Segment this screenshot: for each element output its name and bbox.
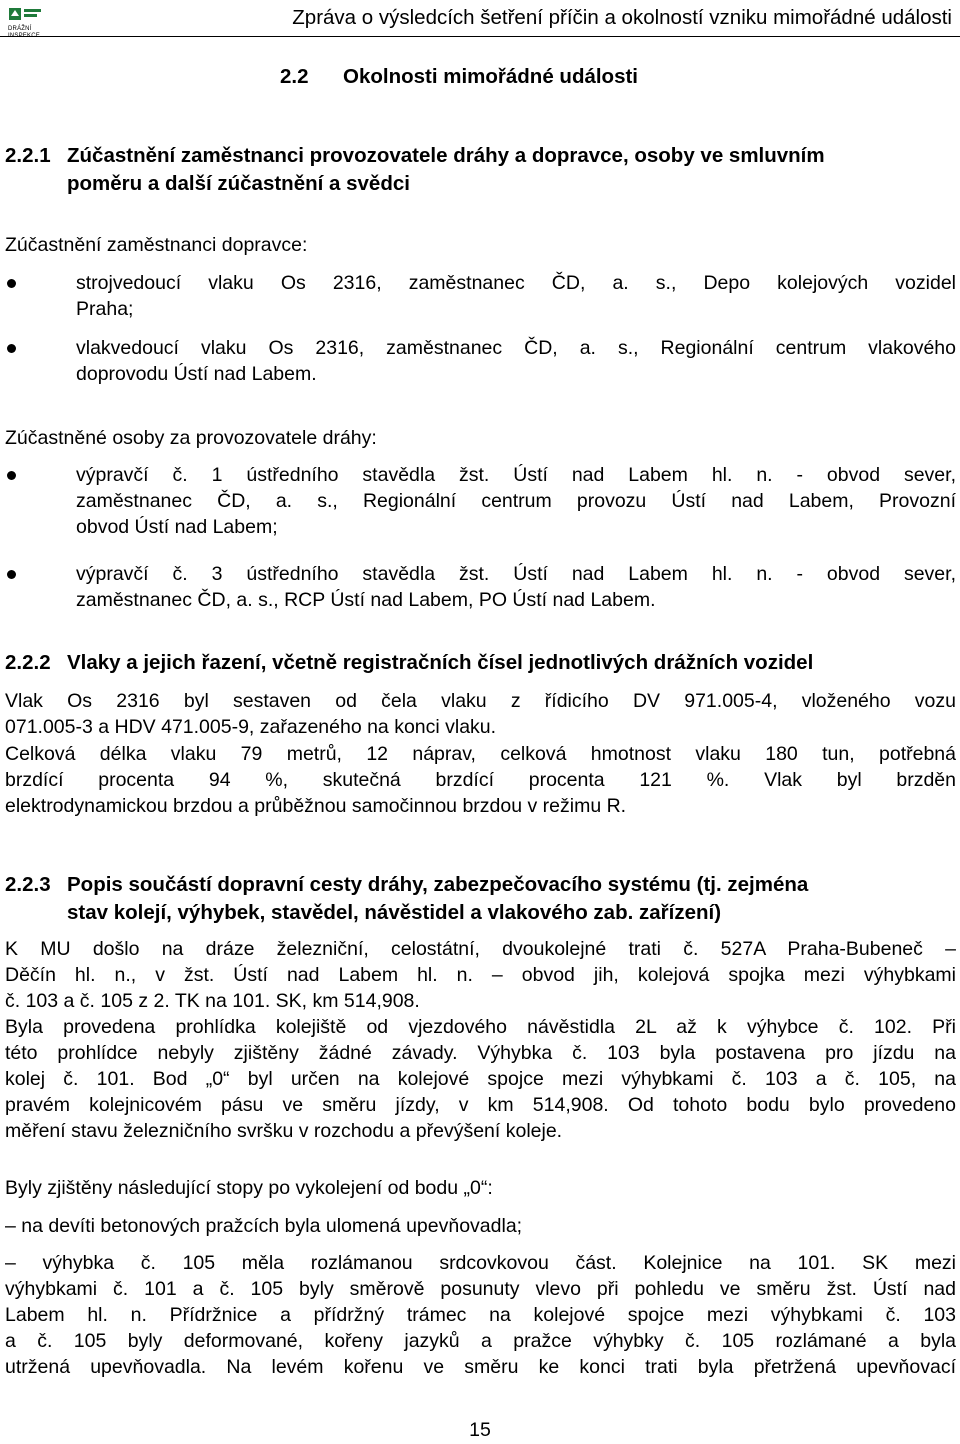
list-item-text <box>76 561 956 613</box>
list-line: zaměstnanec ČD, a. s., Regionální centrum provozu Ústí nad Labem, Provozní <box>76 490 956 512</box>
operator-staff-label: Zúčastněné osoby za provozovatele dráhy: <box>5 427 377 449</box>
section-title: Okolnosti mimořádné události <box>343 65 639 88</box>
carrier-staff-label: Zúčastnění zaměstnanci dopravce: <box>5 234 308 256</box>
text-line: výhybkami č. 101 a č. 105 byly směrově posunuty vlevo při pohledu ve směru žst. Ústí nad <box>5 1278 956 1300</box>
text-line: kolej č. 101. Bod „0“ byl určen na kolejové spojce mezi výhybkami č. 103 a č. 105, na <box>5 1068 956 1090</box>
subsection-number: 2.2.1 <box>5 144 51 167</box>
text-line: brzdící procenta 94 %, skutečná brzdící procenta 121 %. Vlak byl brzděn <box>5 769 956 791</box>
header-divider <box>0 36 960 37</box>
text-line: Labem hl. n. Přídržnice a přídržný trámec na kolejové spojce mezi výhybkami č. 103 <box>5 1304 956 1326</box>
subsection-number: 2.2.3 <box>5 873 51 896</box>
subsection-title-line2: poměru a další zúčastnění a svědci <box>67 172 410 195</box>
list-line: obvod Ústí nad Labem; <box>76 516 278 538</box>
list-item-text <box>76 462 956 540</box>
text-line: K MU došlo na dráze železniční, celostátní, dvoukolejné trati č. 527A Praha-Bubeneč – <box>5 938 956 960</box>
list-line: výpravčí č. 1 ústředního stavědla žst. Ústí nad Labem hl. n. - obvod sever, <box>76 464 956 486</box>
page-header <box>0 0 960 44</box>
bullet-icon <box>7 471 16 480</box>
subsection-number: 2.2.2 <box>5 651 51 674</box>
traces-item-sleepers: – na devíti betonových pražcích byla ulomená upevňovadla; <box>5 1215 523 1237</box>
text-line: pravém kolejnicovém pásu ve směru jízdy, v km 514,908. Od tohoto bodu bylo provedeno <box>5 1094 956 1116</box>
list-line: vlakvedoucí vlaku Os 2316, zaměstnanec ČD, a. s., Regionální centrum vlakového <box>76 337 956 359</box>
text-line: Celková délka vlaku 79 metrů, 12 náprav, celková hmotnost vlaku 180 tun, potřebná <box>5 743 956 765</box>
header-title: Zpráva o výsledcích šetření příčin a okolností vzniku mimořádné události <box>292 6 952 29</box>
subsection-title-line1: Zúčastnění zaměstnanci provozovatele dráhy a dopravce, osoby ve smluvním <box>67 144 825 167</box>
traces-item-switch <box>5 1250 956 1380</box>
subsection-221-heading <box>5 143 956 199</box>
location-paragraph <box>5 936 956 1014</box>
subsection-title: Vlaky a jejich řazení, včetně registračních čísel jednotlivých drážních vozidel <box>67 651 814 674</box>
text-line: utržená upevňovadla. Na levém kořenu ve směru ke konci trati byla přetržená upevňovací <box>5 1356 956 1378</box>
subsection-title-line1: Popis součástí dopravní cesty dráhy, zabezpečovacího systému (tj. zejména <box>67 873 809 896</box>
text-line: Děčín hl. n., v žst. Ústí nad Labem hl. n. – obvod jih, kolejová spojka mezi výhybkami <box>5 964 956 986</box>
traces-intro: Byly zjištěny následující stopy po vykolejení od bodu „0“: <box>5 1177 493 1199</box>
bullet-icon <box>7 279 16 288</box>
text-line: elektrodynamickou brzdou a průběžnou samočinnou brzdou v režimu R. <box>5 795 627 817</box>
text-line: Vlak Os 2316 byl sestaven od čela vlaku z řídicího DV 971.005-4, vloženého vozu <box>5 690 956 712</box>
list-item-text <box>76 270 956 322</box>
train-composition-paragraph <box>5 688 956 740</box>
section-number: 2.2 <box>280 65 309 88</box>
text-line: této prohlídce nebyly zjištěny žádné závady. Výhybka č. 103 byla postavena pro jízdu na <box>5 1042 956 1064</box>
text-line: č. 103 a č. 105 z 2. TK na 101. SK, km 514,908. <box>5 990 420 1012</box>
page-number: 15 <box>469 1419 491 1441</box>
list-line: strojvedoucí vlaku Os 2316, zaměstnanec ČD, a. s., Depo kolejových vozidel <box>76 272 956 294</box>
text-line: měření stavu železničního svršku v rozchodu a převýšení koleje. <box>5 1120 563 1142</box>
text-line: a č. 105 byly deformované, kořeny jazyků a pražce výhybky č. 105 rozlámané a byla <box>5 1330 956 1352</box>
bullet-icon <box>7 570 16 579</box>
inspection-paragraph <box>5 1014 956 1144</box>
logo-text: DRÁŽNÍ INSPEKCE <box>8 26 40 36</box>
drazni-inspekce-logo <box>5 4 45 36</box>
list-line: Praha; <box>76 298 134 320</box>
text-line: 071.005-3 a HDV 471.005-9, zařazeného na konci vlaku. <box>5 716 497 738</box>
subsection-title-line2: stav kolejí, výhybek, stavědel, návěstidel a vlakového zab. zařízení) <box>67 901 722 924</box>
list-line: zaměstnanec ČD, a. s., RCP Ústí nad Labem, PO Ústí nad Labem. <box>76 589 656 611</box>
bullet-icon <box>7 344 16 353</box>
list-line: doprovodu Ústí nad Labem. <box>76 363 317 385</box>
text-line: – výhybka č. 105 měla rozlámanou srdcovkovou část. Kolejnice na 101. SK mezi <box>5 1252 956 1274</box>
list-line: výpravčí č. 3 ústředního stavědla žst. Ústí nad Labem hl. n. - obvod sever, <box>76 563 956 585</box>
train-parameters-paragraph <box>5 741 956 819</box>
text-line: Byla provedena prohlídka kolejiště od vjezdového návěstidla 2L až k výhybce č. 102. Při <box>5 1016 956 1038</box>
subsection-223-heading <box>5 872 956 928</box>
list-item-text <box>76 335 956 387</box>
